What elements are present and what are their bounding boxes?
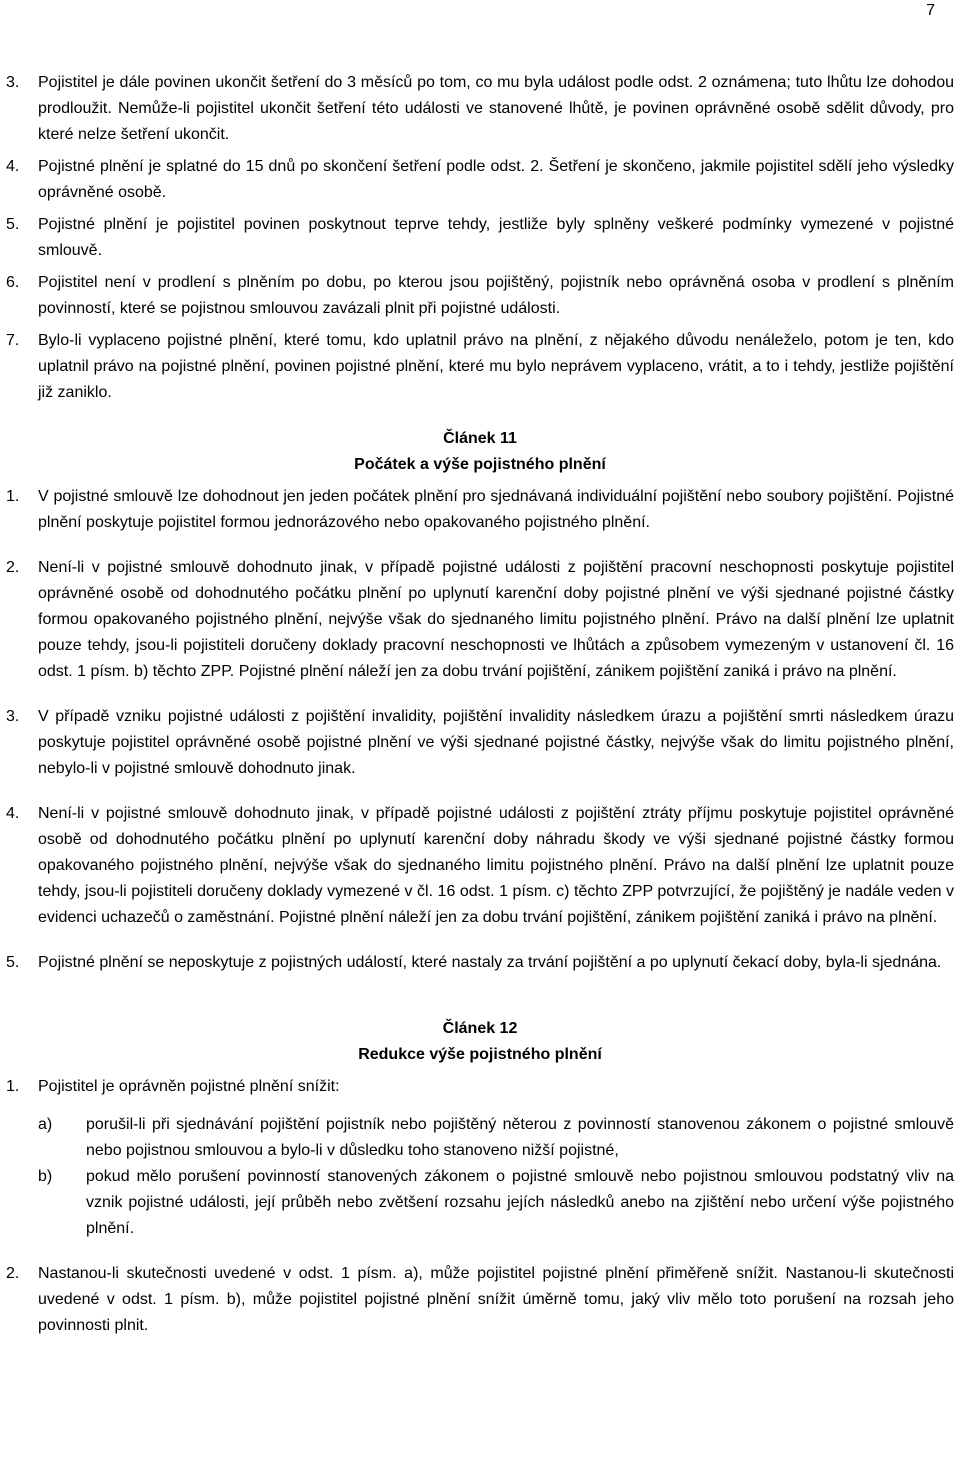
sub-list (6, 1112, 954, 1242)
list-item (6, 704, 954, 782)
article-number: Článek 12 (442, 1020, 518, 1037)
item-number: 4. (6, 805, 20, 822)
item-text: Pojistitel je oprávněn pojistné plnění snížit: (38, 1078, 340, 1095)
item-text: Pojistitel je dále povinen ukončit šetření do 3 měsíců po tom, co mu byla událost podle odst. 2 oznámena; tuto lhůtu lze dohodou prodloužit. Nemůže-li pojistitel ukončit šetření této události ve stanovené lhůtě, je povinen oprávněné osobě sdělit důvody, pro které nelze šetření ukončit. (38, 74, 954, 143)
item-number: 3. (6, 708, 20, 725)
item-text: Není-li v pojistné smlouvě dohodnuto jinak, v případě pojistné události z pojištění ztráty příjmu poskytuje pojistitel oprávněné osobě od dohodnutého počátku plnění po uplynutí karenční doby náhradu škody ve výši sjednané pojistné částky formou opakovaného pojistného plnění, nejvýše však do sjednaného limitu pojistného plnění. Právo na další plnění lze uplatnit pouze tehdy, jsou-li pojistiteli doručeny doklady vymezené v čl. 16 odst. 1 písm. c) těchto ZPP potvrzující, že pojištěný je nadále veden v evidenci uchazečů o zaměstnání. Pojistné plnění náleží jen za dobu trvání pojištění, zánikem pojištění zaniká i právo na plnění. (38, 805, 954, 926)
item-text: Pojistitel není v prodlení s plněním po dobu, po kterou jsou pojištěný, pojistník nebo oprávněná osoba v prodlení s plněním povinností, které se pojistnou smlouvou zavázali plnit při pojistné události. (38, 274, 954, 317)
list-item (6, 328, 954, 406)
item-text: Pojistné plnění je splatné do 15 dnů po skončení šetření podle odst. 2. Šetření je skončeno, jakmile pojistitel sdělí jeho výsledky oprávněné osobě. (38, 158, 954, 201)
item-text: Bylo-li vyplaceno pojistné plnění, které tomu, kdo uplatnil právo na plnění, z nějakého důvodu nenáleželo, potom je ten, kdo uplatnil právo na pojistné plnění, povinen pojistné plnění, které mu bylo neprávem vyplaceno, vrátit, a to i tehdy, jestliže pojištění již zaniklo. (38, 332, 954, 401)
article-title: Počátek a výše pojistného plnění (354, 456, 606, 473)
item-number: 1. (6, 488, 20, 505)
article-12-heading (6, 1016, 954, 1068)
sub-item-text: pokud mělo porušení povinností stanovených zákonem o pojistné smlouvě nebo pojistnou smlouvou podstatný vliv na vznik pojistné události, její průběh nebo zvětšení rozsahu jejích následků anebo na zjištění nebo určení výše pojistného plnění. (86, 1168, 954, 1237)
list-item (6, 154, 954, 206)
item-text: V pojistné smlouvě lze dohodnout jen jeden počátek plnění pro sjednávaná individuální pojištění nebo soubory pojištění. Pojistné plnění poskytuje pojistitel formou jednorázového nebo opakovaného pojistného plnění. (38, 488, 954, 531)
list-item (6, 1074, 954, 1242)
list-item (6, 555, 954, 685)
item-text: Není-li v pojistné smlouvě dohodnuto jinak, v případě pojistné události z pojištění pracovní neschopnosti poskytuje pojistitel oprávněné osobě od dohodnutého počátku plnění po uplynutí karenční doby pojistné plnění ve výši sjednané pojistné částky formou opakovaného pojistného plnění, nejvýše však do sjednaného limitu pojistného plnění. Právo na další plnění lze uplatnit pouze tehdy, jsou-li pojistiteli doručeny doklady pracovní neschopnosti ve lhůtách a způsobem vymezeným v ustanovení čl. 16 odst. 1 písm. b) těchto ZPP. Pojistné plnění náleží jen za dobu trvání pojištění, zánikem pojištění zaniká i právo na plnění. (38, 559, 954, 680)
list-item (6, 70, 954, 148)
item-number: 3. (6, 74, 20, 91)
document-body (6, 70, 954, 1345)
item-number: 1. (6, 1078, 20, 1095)
item-number: 2. (6, 1265, 20, 1282)
item-text: Pojistné plnění se neposkytuje z pojistných událostí, které nastaly za trvání pojištění a po uplynutí čekací doby, byla-li sjednána. (38, 954, 942, 971)
item-text: V případě vzniku pojistné události z pojištění invalidity, pojištění invalidity následkem úrazu a pojištění smrti následkem úrazu poskytuje pojistitel oprávněné osobě pojistné plnění ve výši sjednané pojistné částky, nejvýše však do limitu pojistného plnění, nebylo-li v pojistné smlouvě dohodnuto jinak. (38, 708, 954, 777)
list-item (6, 484, 954, 536)
list-item (6, 801, 954, 931)
sub-item (6, 1164, 954, 1242)
item-text: Pojistné plnění je pojistitel povinen poskytnout teprve tehdy, jestliže byly splněny veškeré podmínky vymezené v pojistné smlouvě. (38, 216, 954, 259)
item-number: 7. (6, 332, 20, 349)
page-number: 7 (926, 2, 935, 19)
article-number: Článek 11 (443, 430, 517, 447)
sub-item-letter: a) (38, 1116, 53, 1133)
article-11-heading (6, 426, 954, 478)
item-number: 4. (6, 158, 20, 175)
item-number: 2. (6, 559, 20, 576)
list-item (6, 950, 954, 976)
list-item (6, 270, 954, 322)
sub-item (6, 1112, 954, 1164)
list-item (6, 212, 954, 264)
item-number: 5. (6, 954, 20, 971)
article-title: Redukce výše pojistného plnění (358, 1046, 602, 1063)
item-number: 5. (6, 216, 20, 233)
item-number: 6. (6, 274, 20, 291)
item-text: Nastanou-li skutečnosti uvedené v odst. 1 písm. a), může pojistitel pojistné plnění přiměřeně snížit. Nastanou-li skutečnosti uvedené v odst. 1 písm. b), může pojistitel pojistné plnění snížit úměrně tomu, jaký vliv mělo toto porušení na rozsah jeho povinnosti plnit. (38, 1265, 954, 1334)
sub-item-text: porušil-li při sjednávání pojištění pojistník nebo pojištěný něterou z povinností stanovenou zákonem o pojistné smlouvě nebo pojistnou smlouvou a bylo-li v důsledku toho stanoveno nižší pojistné, (86, 1116, 954, 1159)
list-item (6, 1261, 954, 1339)
sub-item-letter: b) (38, 1168, 53, 1185)
